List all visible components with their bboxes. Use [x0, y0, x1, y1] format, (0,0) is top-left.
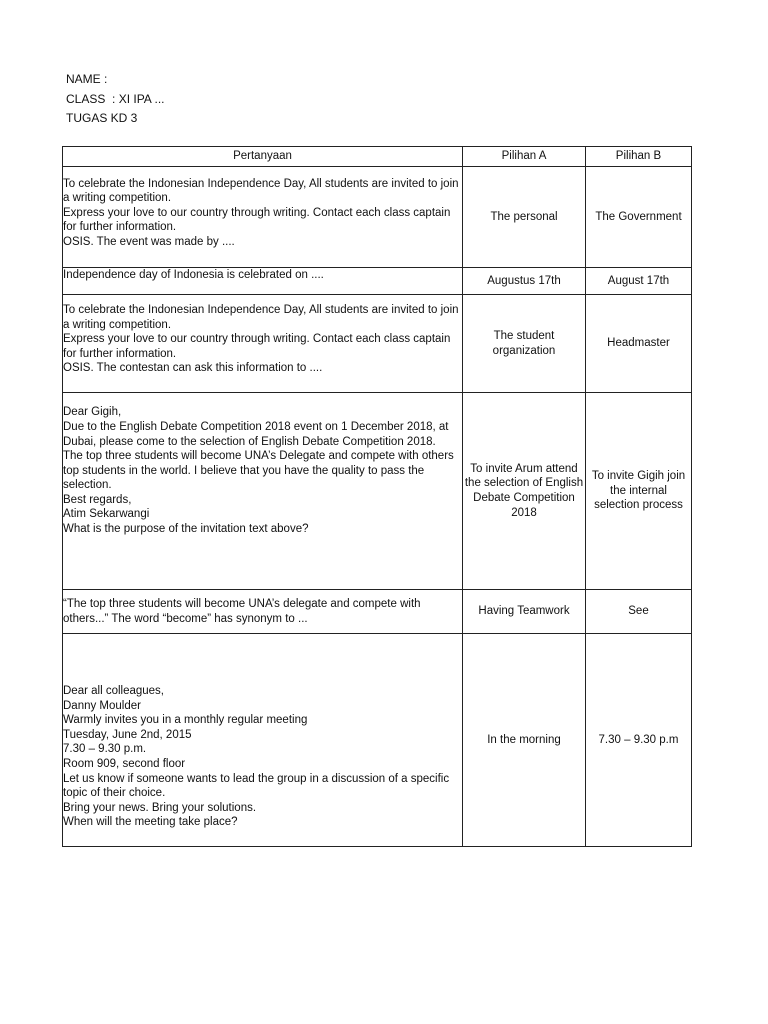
task-title: TUGAS KD 3: [66, 111, 138, 125]
question-line: Independence day of Indonesia is celebrated on ....: [63, 269, 324, 281]
table-row: [63, 295, 692, 393]
column-header-option-b: Pilihan B: [586, 147, 692, 167]
question-line: Express your love to our country through writing. Contact each class captain for further information.: [63, 206, 451, 234]
question-cell: [63, 268, 463, 295]
question-line: Due to the English Debate Competition 2018 event on 1 December 2018, at Dubai, please come to the selection of English Debate Competition 2018.: [63, 420, 449, 448]
question-line: OSIS. The contestan can ask this information to ....: [63, 362, 323, 375]
table-row: [63, 590, 692, 634]
question-line: The top three students will become UNA’s Delegate and compete with others top students in the world. I believe that you have the quality to pass the selection.: [63, 450, 454, 492]
option-b-cell: The Government: [586, 167, 692, 268]
question-cell: [63, 167, 463, 268]
question-line: What is the purpose of the invitation text above?: [63, 523, 309, 536]
option-b-cell: Headmaster: [586, 295, 692, 393]
question-line: Dear all colleagues,: [63, 685, 165, 698]
column-header-option-a: Pilihan A: [463, 147, 586, 167]
option-b-cell: To invite Gigih join the internal selection process: [586, 393, 692, 590]
question-line: To celebrate the Indonesian Independence Day, All students are invited to join a writing competition.: [63, 177, 459, 205]
option-a-cell: Augustus 17th: [463, 268, 586, 295]
option-a-cell: The student organization: [463, 295, 586, 393]
table-row: [63, 393, 692, 590]
question-line: Room 909, second floor: [63, 758, 186, 771]
question-line: Dear Gigih,: [63, 406, 122, 419]
question-line: Express your love to our country through writing. Contact each class captain for further information.: [63, 333, 451, 360]
student-class-label: CLASS : XI IPA ...: [66, 91, 165, 106]
table-row: [63, 167, 692, 268]
question-table: [62, 146, 692, 847]
table-row: [63, 268, 692, 295]
question-line: Atim Sekarwangi: [63, 508, 150, 521]
question-line: Danny Moulder: [63, 699, 141, 712]
question-cell: [63, 295, 463, 393]
column-header-question: Pertanyaan: [63, 147, 463, 167]
option-a-cell: Having Teamwork: [463, 590, 586, 634]
table-row: [63, 634, 692, 847]
question-line: Bring your news. Bring your solutions.: [63, 801, 257, 814]
question-line: Let us know if someone wants to lead the group in a discussion of a specific topic of their choice.: [63, 772, 450, 800]
question-line: When will the meeting take place?: [63, 816, 238, 829]
student-name-label: NAME :: [66, 72, 108, 86]
question-line: Tuesday, June 2nd, 2015: [63, 728, 192, 741]
question-line: To celebrate the Indonesian Independence Day, All students are invited to join a writing competition.: [63, 304, 459, 331]
option-a-cell: To invite Arum attend the selection of English Debate Competition 2018: [463, 393, 586, 590]
table-header-row: [63, 147, 692, 167]
question-line: “The top three students will become UNA’s delegate and compete with others...” The word “become” has synonym to ...: [63, 597, 421, 625]
question-line: Best regards,: [63, 493, 132, 506]
question-line: Warmly invites you in a monthly regular meeting: [63, 714, 308, 727]
question-line: 7.30 – 9.30 p.m.: [63, 743, 147, 756]
question-cell: [63, 634, 463, 847]
question-line: OSIS. The event was made by ....: [63, 235, 235, 248]
question-cell: [63, 393, 463, 590]
option-a-cell: In the morning: [463, 634, 586, 847]
worksheet-header: [66, 70, 164, 129]
question-cell: [63, 590, 463, 634]
option-b-cell: 7.30 – 9.30 p.m: [586, 634, 692, 847]
option-b-cell: August 17th: [586, 268, 692, 295]
option-a-cell: The personal: [463, 167, 586, 268]
option-b-cell: See: [586, 590, 692, 634]
